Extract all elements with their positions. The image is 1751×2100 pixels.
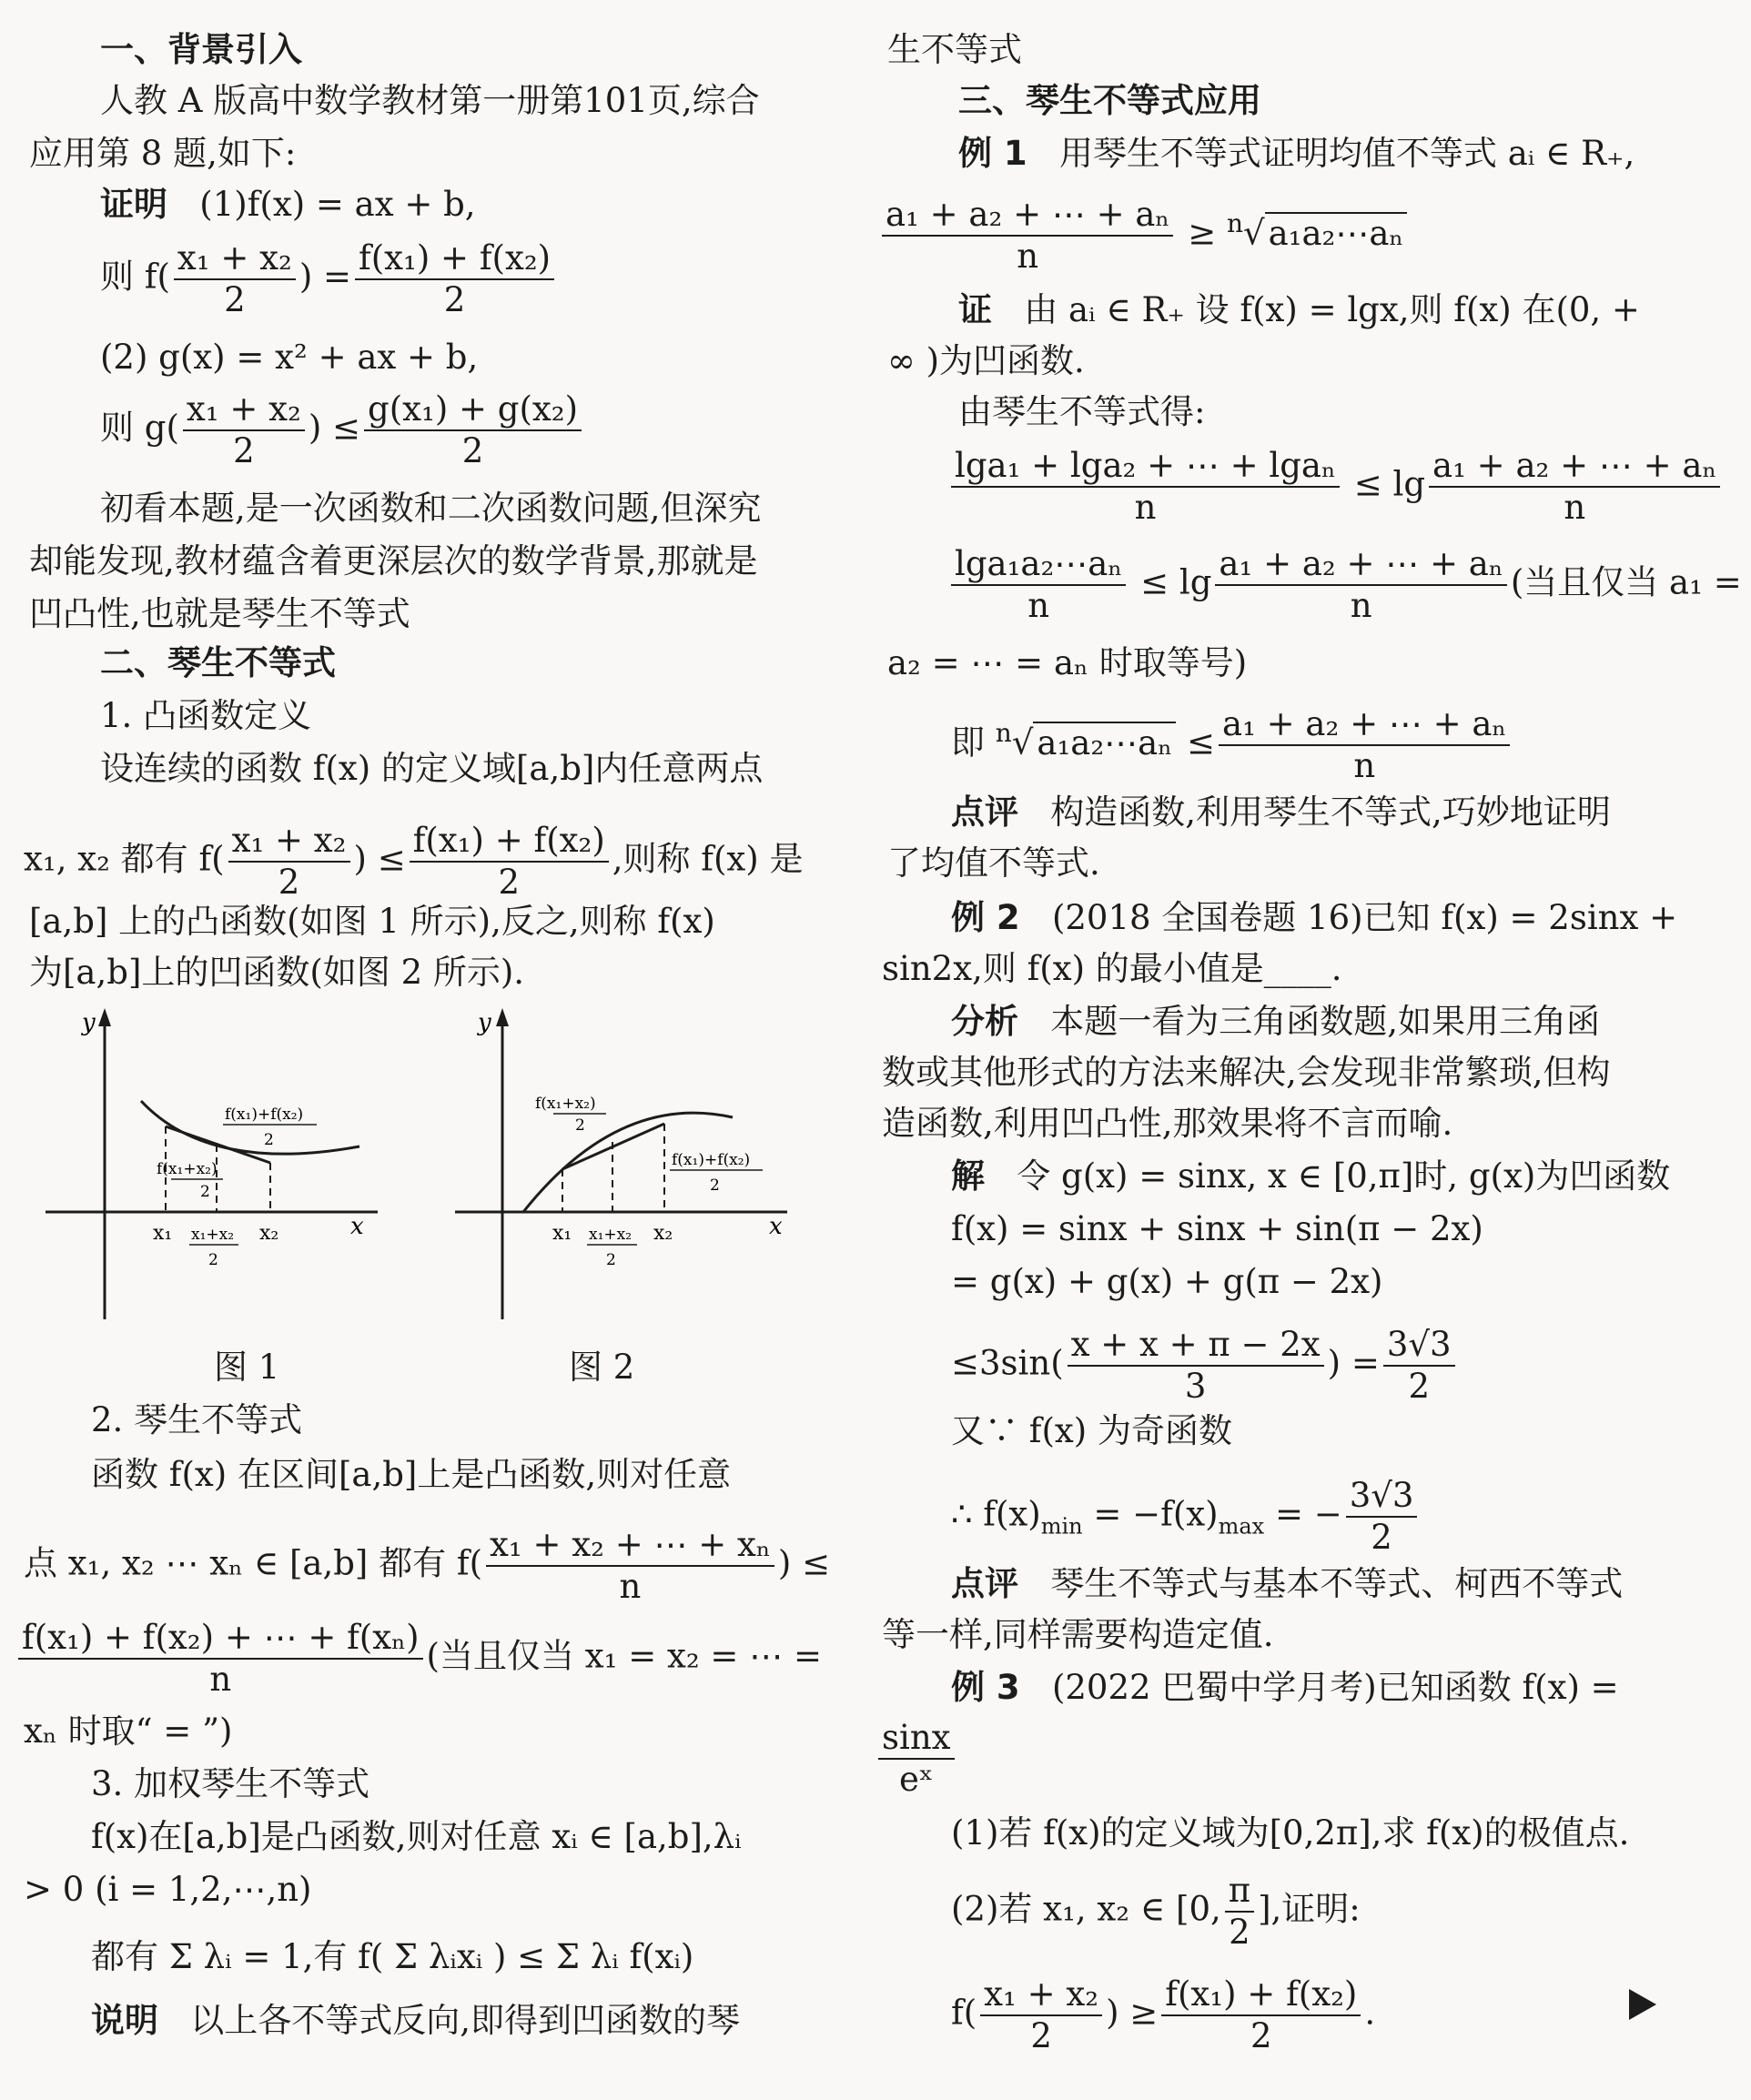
fraction-numerator: x₁ + x₂	[183, 389, 305, 431]
solution-line	[951, 1156, 1670, 1197]
fmid-label: f(x₁+x₂)	[535, 1095, 596, 1113]
average-label: f(x₁)+f(x₂)	[225, 1106, 304, 1124]
radicand: a₁a₂⋯aₙ	[1033, 722, 1176, 762]
y-label: y	[82, 1009, 96, 1036]
text: (2)若 x₁, x₂ ∈ [0,	[951, 1889, 1221, 1929]
fraction-denominator: 2	[1250, 2016, 1272, 2055]
fraction-denominator: 2	[1229, 1913, 1250, 1952]
fraction-denominator: eˣ	[898, 1760, 934, 1799]
y-axis-arrow	[98, 1008, 111, 1026]
fraction	[228, 821, 350, 903]
question-2	[951, 1871, 1361, 1953]
comment-line	[951, 792, 1611, 833]
average-denominator: 2	[710, 1176, 720, 1195]
definition-text: 为[a,b]上的凹函数(如图 2 所示).	[29, 953, 525, 992]
paragraph: 初看本题,是一次函数和二次函数问题,但深究	[100, 489, 762, 528]
fraction-denominator: n	[209, 1660, 232, 1699]
fraction-denominator: 2	[443, 280, 466, 319]
intro-text: 人教 A 版高中数学教材第一册第101页,综合	[100, 81, 760, 120]
example-text: (2022 巴蜀中学月考)已知函数 f(x) =	[1051, 1668, 1619, 1707]
inequality-1: $\frac{\text{lga₁ + lga₂ + ⋯ + lgaₙ}}{n}$ ≤ lg $\frac{\text{a₁ + a₂ + ⋯ + aₙ}}{n}$	[951, 446, 1724, 528]
proof-text: (1)f(x) = ax + b,	[199, 185, 476, 224]
then-word: 则	[100, 257, 134, 297]
question-1: (1)若 f(x)的定义域为[0,2π],求 f(x)的极值点.	[951, 1813, 1630, 1853]
fraction-numerator: f(x₁) + f(x₂)	[355, 238, 554, 280]
comment-label: 点评	[951, 1564, 1018, 1603]
fraction-denominator: 3	[1184, 1367, 1207, 1406]
fraction-numerator: x₁ + x₂	[228, 821, 350, 863]
fraction	[1161, 1974, 1361, 2056]
fraction-numerator: x + x + π − 2x	[1068, 1325, 1324, 1367]
mid-label: x₁+x₂	[589, 1226, 633, 1244]
weighted-text: > 0 (i = 1,2,⋯,n)	[24, 1870, 312, 1909]
proof-label: 证	[958, 290, 992, 329]
proof-line	[958, 289, 1640, 331]
proof-label: 证明	[100, 185, 167, 224]
fraction	[1429, 446, 1720, 528]
solution-label: 解	[951, 1156, 985, 1196]
text: x₁, x₂ 都有	[24, 839, 188, 879]
chord	[166, 1126, 270, 1163]
analysis-label: 分析	[951, 1002, 1018, 1041]
fraction-numerator: a₁ + a₂ + ⋯ + aₙ	[882, 195, 1173, 237]
fraction-numerator: π	[1225, 1871, 1254, 1913]
example-3-line	[951, 1667, 1619, 1709]
proof-text: 由琴生不等式得:	[958, 392, 1206, 431]
definition-text: 设连续的函数 f(x) 的定义域[a,b]内任意两点	[100, 749, 764, 788]
solution-text: = g(x) + g(x) + g(π − 2x)	[951, 1262, 1383, 1301]
fraction-numerator: lga₁a₂⋯aₙ	[951, 544, 1126, 586]
comment-label: 点评	[951, 793, 1018, 832]
continue-arrow-icon	[1629, 1989, 1656, 2020]
fraction	[1225, 1871, 1254, 1953]
solution-min: ∴ $f(x)_{min} = -f(x)_{max}$ = − $\frac{3√3}{2}$	[951, 1476, 1421, 1558]
section-heading-jensen: 二、琴生不等式	[100, 643, 336, 682]
fraction-denominator: n	[1564, 488, 1586, 527]
fraction-numerator: 3√3	[1383, 1325, 1455, 1367]
fraction-numerator: g(x₁) + g(x₂)	[364, 389, 582, 431]
y-label: y	[478, 1009, 491, 1036]
fraction-denominator: 2	[278, 863, 300, 902]
text: 即	[951, 722, 985, 762]
example-text: (2018 全国卷题 16)已知 f(x) = 2sinx +	[1051, 898, 1678, 937]
then-word: 则	[100, 408, 134, 448]
fraction	[364, 389, 582, 471]
solution-text: f(x) = sinx + sinx + sin(π − 2x)	[951, 1209, 1483, 1248]
example-label: 例 2	[951, 898, 1020, 937]
fraction	[1383, 1325, 1455, 1407]
mid-denominator: 2	[606, 1251, 616, 1269]
paragraph: 却能发现,教材蕴含着更深层次的数学背景,那就是	[29, 541, 758, 581]
fraction-denominator: n	[1134, 488, 1157, 527]
text: (当且仅当 a₁ =	[1510, 562, 1742, 602]
subsection-title: 3. 加权琴生不等式	[91, 1764, 370, 1803]
fraction-denominator: 2	[1408, 1367, 1430, 1406]
mid-label: x₁+x₂	[191, 1226, 235, 1244]
proof-text: 由 aᵢ ∈ R₊ 设 f(x) = lgx,则 f(x) 在(0, +	[1024, 290, 1640, 329]
proof-text: (2) g(x) = x² + ax + b,	[100, 338, 479, 377]
fraction	[183, 389, 305, 471]
x1-label: x₁	[552, 1222, 572, 1245]
proof-text: a₂ = ⋯ = aₙ 时取等号)	[887, 643, 1248, 682]
text: 点 x₁, x₂ ⋯ xₙ ∈ [a,b] 都有 f(	[24, 1543, 483, 1583]
proof-line-1	[100, 184, 476, 226]
fmid-label: f(x₁+x₂)	[157, 1160, 218, 1178]
fraction-denominator: n	[1350, 586, 1372, 625]
text: ,则称 f(x) 是	[612, 839, 804, 879]
example-label: 例 1	[958, 134, 1027, 173]
continued-text: 生不等式	[887, 30, 1022, 69]
average-label: f(x₁)+f(x₂)	[672, 1151, 751, 1169]
root-index: n	[995, 718, 1012, 749]
x1-label: x₁	[153, 1222, 173, 1245]
note-line	[91, 2000, 740, 2042]
x2-label: x₂	[653, 1222, 673, 1245]
formula-linear: 则 f( $\frac{\text{x₁ + x₂}}{2}$ ) = $\frac{\text{f(x₁) + f(x₂)}}{2}$	[100, 238, 558, 320]
fraction	[410, 821, 609, 903]
average-denominator: 2	[264, 1131, 274, 1149]
analysis-text: 本题一看为三角函数题,如果用三角函	[1050, 1002, 1601, 1041]
example-1-line	[958, 133, 1635, 175]
fmid-denominator: 2	[575, 1116, 585, 1135]
jensen-text: xₙ 时取“ = ”)	[24, 1711, 233, 1751]
subsection-title: 1. 凸函数定义	[100, 696, 312, 735]
subsection-title: 2. 琴生不等式	[91, 1400, 303, 1439]
definition-formula: x₁, x₂ 都有 f( $\frac{\text{x₁ + x₂}}{2}$ ) ≤ $\frac{\text{f(x₁) + f(x₂)}}{2}$ ,则称 f(x) 是	[24, 821, 804, 902]
fraction-numerator: a₁ + a₂ + ⋯ + aₙ	[1429, 446, 1720, 488]
example-text: 用琴生不等式证明均值不等式 aᵢ ∈ R₊,	[1058, 134, 1635, 173]
mid-denominator: 2	[208, 1251, 218, 1269]
inequality-2: $\frac{\text{lga₁a₂⋯aₙ}}{n}$ ≤ lg $\frac{\text{a₁ + a₂ + ⋯ + aₙ}}{n}$ (当且仅当 a₁ =	[951, 544, 1742, 626]
fraction-numerator: f(x₁) + f(x₂)	[1161, 1974, 1361, 2016]
text: (当且仅当 x₁ = x₂ = ⋯ =	[426, 1636, 822, 1676]
radicand: a₁a₂⋯aₙ	[1265, 212, 1408, 253]
formula-quadratic: 则 g( $\frac{\text{x₁ + x₂}}{2}$ ) ≤ $\frac{\text{g(x₁) + g(x₂)}}{2}$	[100, 389, 585, 471]
fraction	[951, 446, 1340, 528]
fraction-denominator: 2	[1371, 1518, 1392, 1557]
x2-label: x₂	[259, 1222, 279, 1245]
figure-2-caption: 图 2	[569, 1348, 635, 1387]
note-text: 以上各不等式反向,即得到凹函数的琴	[190, 2001, 741, 2040]
fraction-numerator: lga₁ + lga₂ + ⋯ + lgaₙ	[951, 446, 1340, 488]
text: ) ≤	[777, 1543, 831, 1583]
definition-text: [a,b] 上的凸函数(如图 1 所示),反之,则称 f(x)	[29, 902, 715, 941]
fraction-denominator: n	[1353, 746, 1376, 785]
comment-text: 等一样,同样需要构造定值.	[882, 1615, 1274, 1654]
x-label: x	[769, 1213, 783, 1240]
fraction	[1219, 704, 1510, 786]
fraction	[1346, 1476, 1418, 1558]
text: ],证明:	[1258, 1889, 1361, 1929]
intro-text: 应用第 8 题,如下:	[29, 134, 297, 173]
comment-text: 构造函数,利用琴生不等式,巧妙地证明	[1050, 793, 1611, 832]
fraction-numerator: x₁ + x₂	[174, 238, 296, 280]
fraction-numerator: f(x₁) + f(x₂) + ⋯ + f(xₙ)	[18, 1618, 423, 1660]
fraction-denominator: n	[619, 1567, 642, 1606]
example-2-line	[951, 897, 1677, 939]
fraction	[355, 238, 554, 320]
fraction-denominator: n	[1017, 237, 1039, 276]
fraction-denominator: 2	[498, 863, 521, 902]
comment-text: 了均值不等式.	[887, 843, 1100, 883]
fraction	[174, 238, 296, 320]
example-1-formula: $\frac{\text{a₁ + a₂ + ⋯ + aₙ}}{n}$ ≥ $^n$√ a₁a₂⋯aₙ	[882, 195, 1407, 277]
fraction-denominator: n	[1027, 586, 1050, 625]
fraction-denominator: 2	[461, 431, 484, 470]
question-2-formula: f( $\frac{\text{x₁ + x₂}}{2}$ ) ≥ $\frac{\text{f(x₁) + f(x₂)}}{2}$ .	[951, 1974, 1376, 2055]
fraction	[951, 544, 1126, 626]
fraction	[1215, 544, 1506, 626]
root-index: n	[1226, 208, 1244, 239]
fraction-numerator: 3√3	[1346, 1476, 1418, 1518]
jensen-text: 函数 f(x) 在区间[a,b]上是凸函数,则对任意	[91, 1455, 732, 1494]
conclusion-formula: 即 $^n$√ a₁a₂⋯aₙ ≤ $\frac{\text{a₁ + a₂ + ⋯ + aₙ}}{n}$	[951, 704, 1513, 786]
x-label: x	[350, 1213, 364, 1240]
note-label: 说明	[91, 2001, 158, 2040]
fmid-denominator: 2	[200, 1183, 210, 1201]
y-axis-arrow	[496, 1008, 509, 1026]
fraction-numerator: x₁ + x₂ + ⋯ + xₙ	[486, 1525, 774, 1567]
fraction-numerator: a₁ + a₂ + ⋯ + aₙ	[1215, 544, 1506, 586]
proof-text: ∞ )为凹函数.	[887, 341, 1085, 380]
fraction-numerator: sinx	[878, 1718, 955, 1760]
fraction	[486, 1525, 774, 1607]
analysis-text: 数或其他形式的方法来解决,会发现非常繁琐,但构	[882, 1053, 1611, 1092]
weighted-formula: 都有 Σ λᵢ = 1,有 f( Σ λᵢxᵢ ) ≤ Σ λᵢ f(xᵢ)	[91, 1937, 694, 1976]
figure-1-convex	[36, 1001, 400, 1328]
fraction	[882, 195, 1173, 277]
analysis-text: 造函数,利用凹凸性,那效果将不言而喻.	[882, 1104, 1453, 1143]
comment-text: 琴生不等式与基本不等式、柯西不等式	[1050, 1564, 1624, 1603]
fraction-numerator: a₁ + a₂ + ⋯ + aₙ	[1219, 704, 1510, 746]
fraction-numerator: f(x₁) + f(x₂)	[410, 821, 609, 863]
solution-bound: ≤3sin( $\frac{x + x + \pi - 2x}{3}$ ) = $\frac{3√3}{2}$	[951, 1325, 1459, 1407]
analysis-line	[951, 1001, 1600, 1043]
fraction-denominator: 2	[1030, 2016, 1052, 2055]
jensen-formula-line	[24, 1525, 830, 1607]
weighted-text: f(x)在[a,b]是凸函数,则对任意 xᵢ ∈ [a,b],λᵢ	[91, 1817, 742, 1856]
comment-line	[951, 1563, 1623, 1605]
fraction	[878, 1718, 955, 1800]
fraction	[18, 1618, 423, 1700]
example-3-fraction	[878, 1718, 958, 1800]
section-heading-applications: 三、琴生不等式应用	[958, 81, 1261, 120]
solution-text: 又∵ f(x) 为奇函数	[951, 1411, 1232, 1450]
solution-text: 令 g(x) = sinx, x ∈ [0,π]时, g(x)为凹函数	[1017, 1156, 1671, 1196]
example-text: sin2x,则 f(x) 的最小值是____.	[882, 949, 1342, 988]
fraction-numerator: x₁ + x₂	[980, 1974, 1102, 2016]
fraction-denominator: 2	[224, 280, 246, 319]
fraction	[980, 1974, 1102, 2056]
paragraph: 凹凸性,也就是琴生不等式	[29, 594, 410, 633]
figure-2-concave	[446, 1001, 810, 1328]
fraction-denominator: 2	[233, 431, 255, 470]
jensen-formula-rhs	[18, 1618, 822, 1700]
example-label: 例 3	[951, 1668, 1020, 1707]
section-heading-background: 一、背景引入	[100, 30, 302, 69]
figure-1-caption: 图 1	[214, 1348, 280, 1387]
fraction	[1068, 1325, 1324, 1407]
